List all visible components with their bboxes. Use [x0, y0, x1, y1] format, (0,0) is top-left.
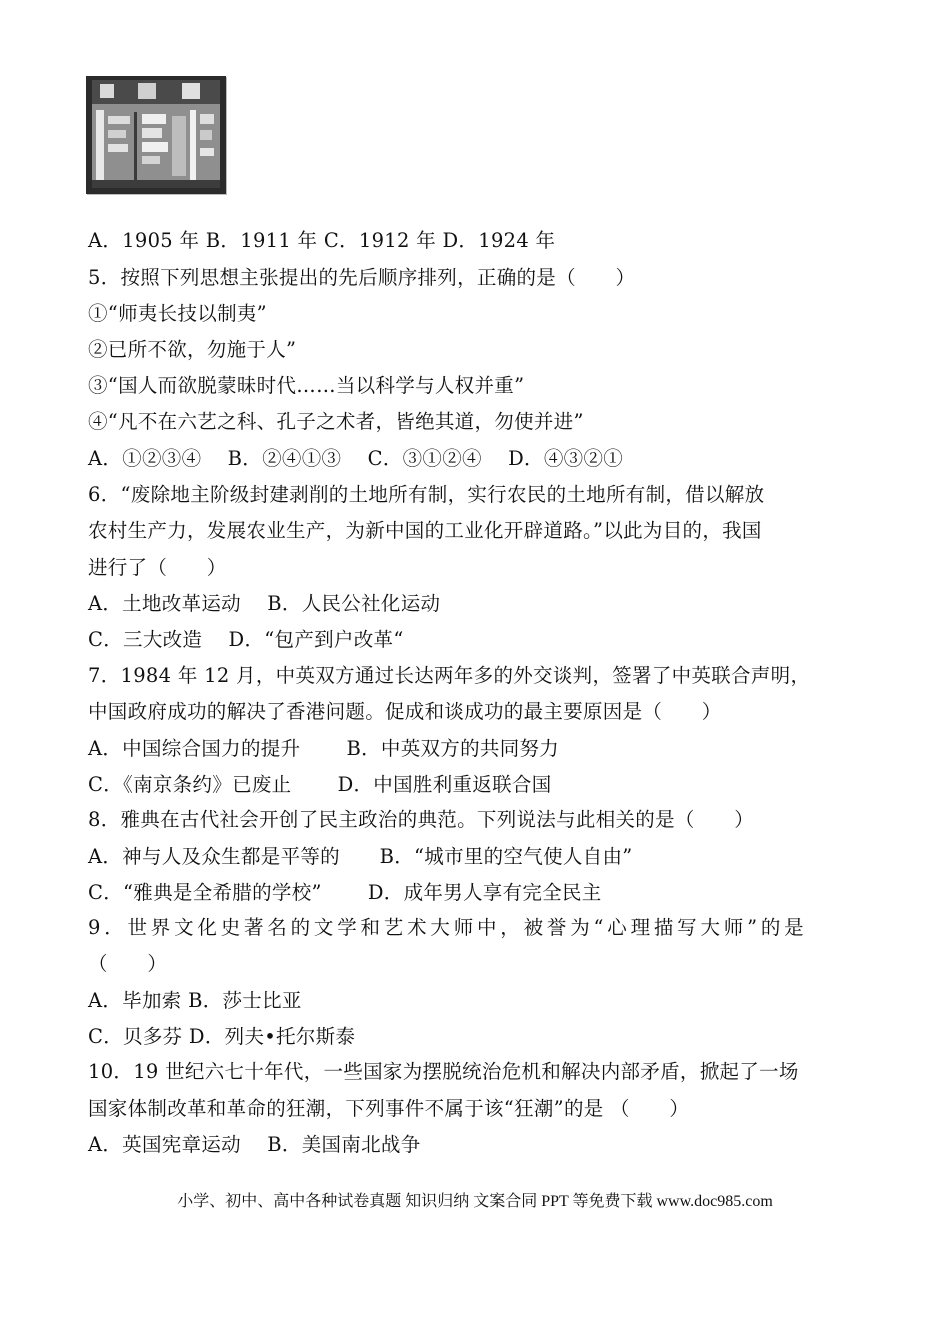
- newspaper-image: [86, 76, 226, 194]
- q10-options-line-1: A．英国宪章运动 B．美国南北战争: [88, 1133, 421, 1156]
- q6-stem-line-3: 进行了（ ）: [88, 556, 227, 579]
- q7-options-line-2: C．《南京条约》已废止 D．中国胜利重返联合国: [88, 773, 552, 796]
- newspaper-photo: [86, 76, 226, 194]
- q9-stem-line-1: 9．世界文化史著名的文学和艺术大师中，被誉为“心理描写大师”的是: [88, 916, 808, 939]
- page-footer: 小学、初中、高中各种试卷真题 知识归纳 文案合同 PPT 等免费下载 www.doc985.com: [177, 1193, 773, 1210]
- q5-stem: 5．按照下列思想主张提出的先后顺序排列，正确的是（ ）: [88, 266, 636, 289]
- q6-options-line-1: A．土地改革运动 B．人民公社化运动: [88, 592, 441, 615]
- q5-item-3: ③“国人而欲脱蒙昧时代……当以科学与人权并重”: [88, 374, 525, 397]
- q7-options-line-1: A．中国综合国力的提升 B．中英双方的共同努力: [88, 737, 560, 760]
- q7-stem-line-2: 中国政府成功的解决了香港问题。促成和谈成功的最主要原因是（ ）: [88, 700, 722, 723]
- q8-stem: 8．雅典在古代社会开创了民主政治的典范。下列说法与此相关的是（ ）: [88, 808, 755, 831]
- q4-options: A．1905 年 B．1911 年 C．1912 年 D．1924 年: [88, 229, 556, 252]
- q7-stem-line-1: 7．1984 年 12 月，中英双方通过长达两年多的外交谈判，签署了中英联合声明，: [88, 664, 811, 687]
- q5-options: A．①②③④ B．②④①③ C．③①②④ D．④③②①: [88, 447, 624, 470]
- q5-item-1: ①“师夷长技以制夷”: [88, 302, 267, 325]
- q10-stem-line-1: 10．19 世纪六七十年代，一些国家为摆脱统治危机和解决内部矛盾，掀起了一场: [88, 1060, 799, 1083]
- q8-options-line-1: A．神与人及众生都是平等的 B．“城市里的空气使人自由”: [88, 845, 633, 868]
- q5-item-2: ②已所不欲，勿施于人”: [88, 338, 297, 361]
- q5-item-4: ④“凡不在六艺之科、孔子之术者，皆绝其道，勿使并进”: [88, 410, 584, 433]
- q8-options-line-2: C．“雅典是全希腊的学校” D．成年男人享有完全民主: [88, 881, 602, 904]
- q6-stem-line-2: 农村生产力，发展农业生产，为新中国的工业化开辟道路。”以此为目的，我国: [88, 519, 762, 542]
- q10-stem-line-2: 国家体制改革和革命的狂潮，下列事件不属于该“狂潮”的是 （ ）: [88, 1097, 690, 1120]
- q9-stem-line-2: （ ）: [88, 952, 168, 975]
- q9-options-line-1: A．毕加索 B．莎士比亚: [88, 989, 302, 1012]
- q6-stem-line-1: 6．“废除地主阶级封建剥削的土地所有制，实行农民的土地所有制，借以解放: [88, 483, 765, 506]
- q9-options-line-2: C．贝多芬 D．列夫•托尔斯泰: [88, 1025, 356, 1048]
- q6-options-line-2: C．三大改造 D．“包产到户改革“: [88, 628, 404, 651]
